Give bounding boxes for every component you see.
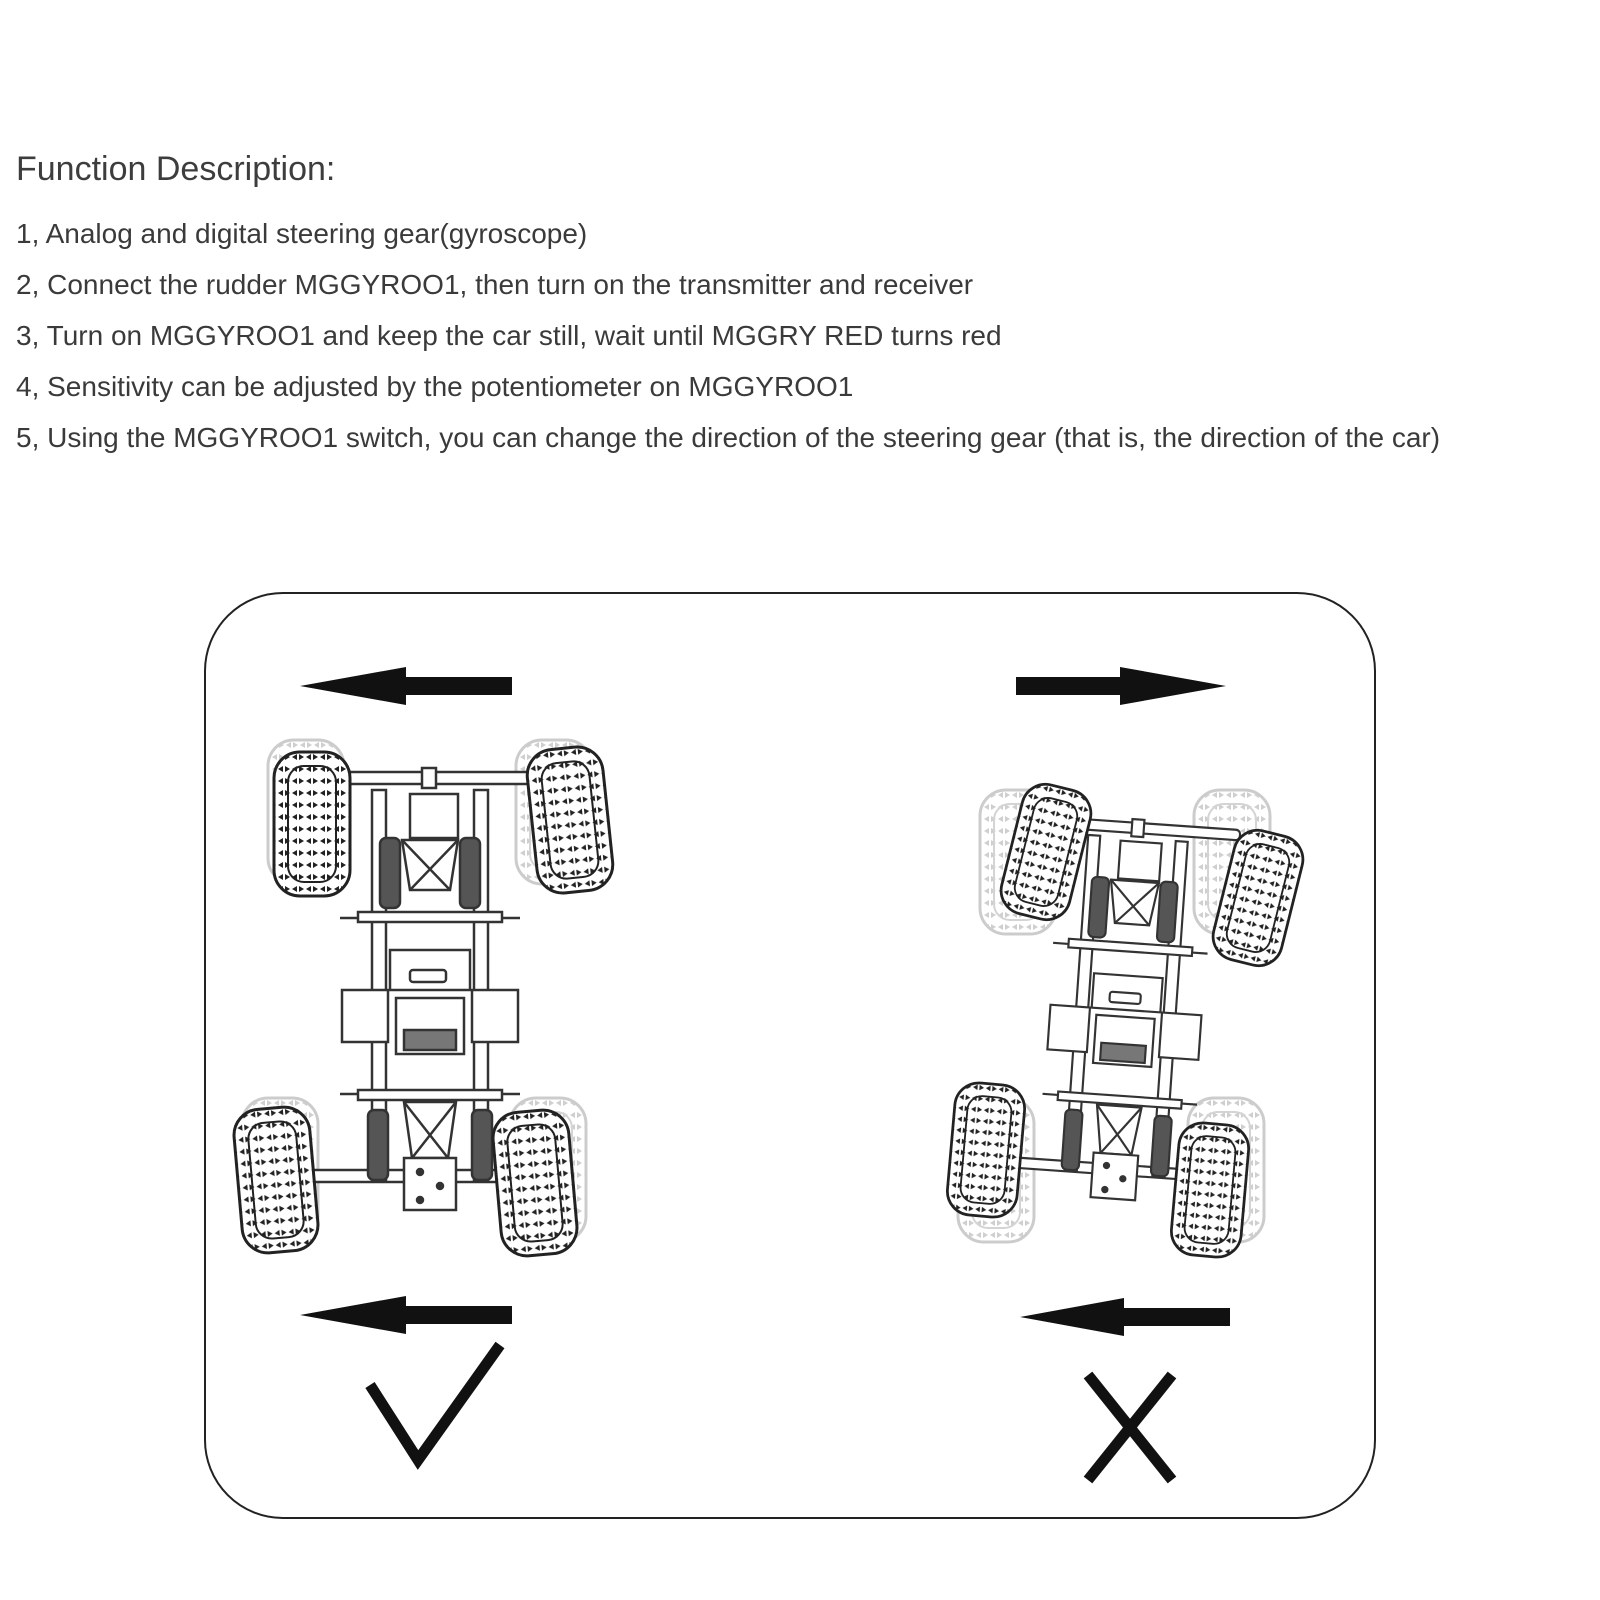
arrow-right-icon [1016,667,1226,705]
arrow-left-icon [1020,1298,1230,1336]
step-1: 1, Analog and digital steering gear(gyroscope) [16,218,588,249]
correct-example [232,667,615,1460]
arrow-left-icon [300,1296,512,1334]
step-5: 5, Using the MGGYROO1 switch, you can change the direction of the steering gear (that is, the direction of the car) [16,422,1441,453]
page-title: Function Description: [16,150,336,188]
tire-icon [274,752,350,896]
incorrect-example [945,667,1308,1480]
step-3: 3, Turn on MGGYROO1 and keep the car still, wait until MGGRY RED turns red [16,320,1002,351]
arrow-left-icon [300,667,512,705]
check-mark-icon [370,1345,500,1460]
step-2: 2, Connect the rudder MGGYROO1, then turn on the transmitter and receiver [16,269,974,300]
x-mark-icon [1088,1375,1172,1480]
step-4: 4, Sensitivity can be adjusted by the potentiometer on MGGYROO1 [16,371,854,402]
